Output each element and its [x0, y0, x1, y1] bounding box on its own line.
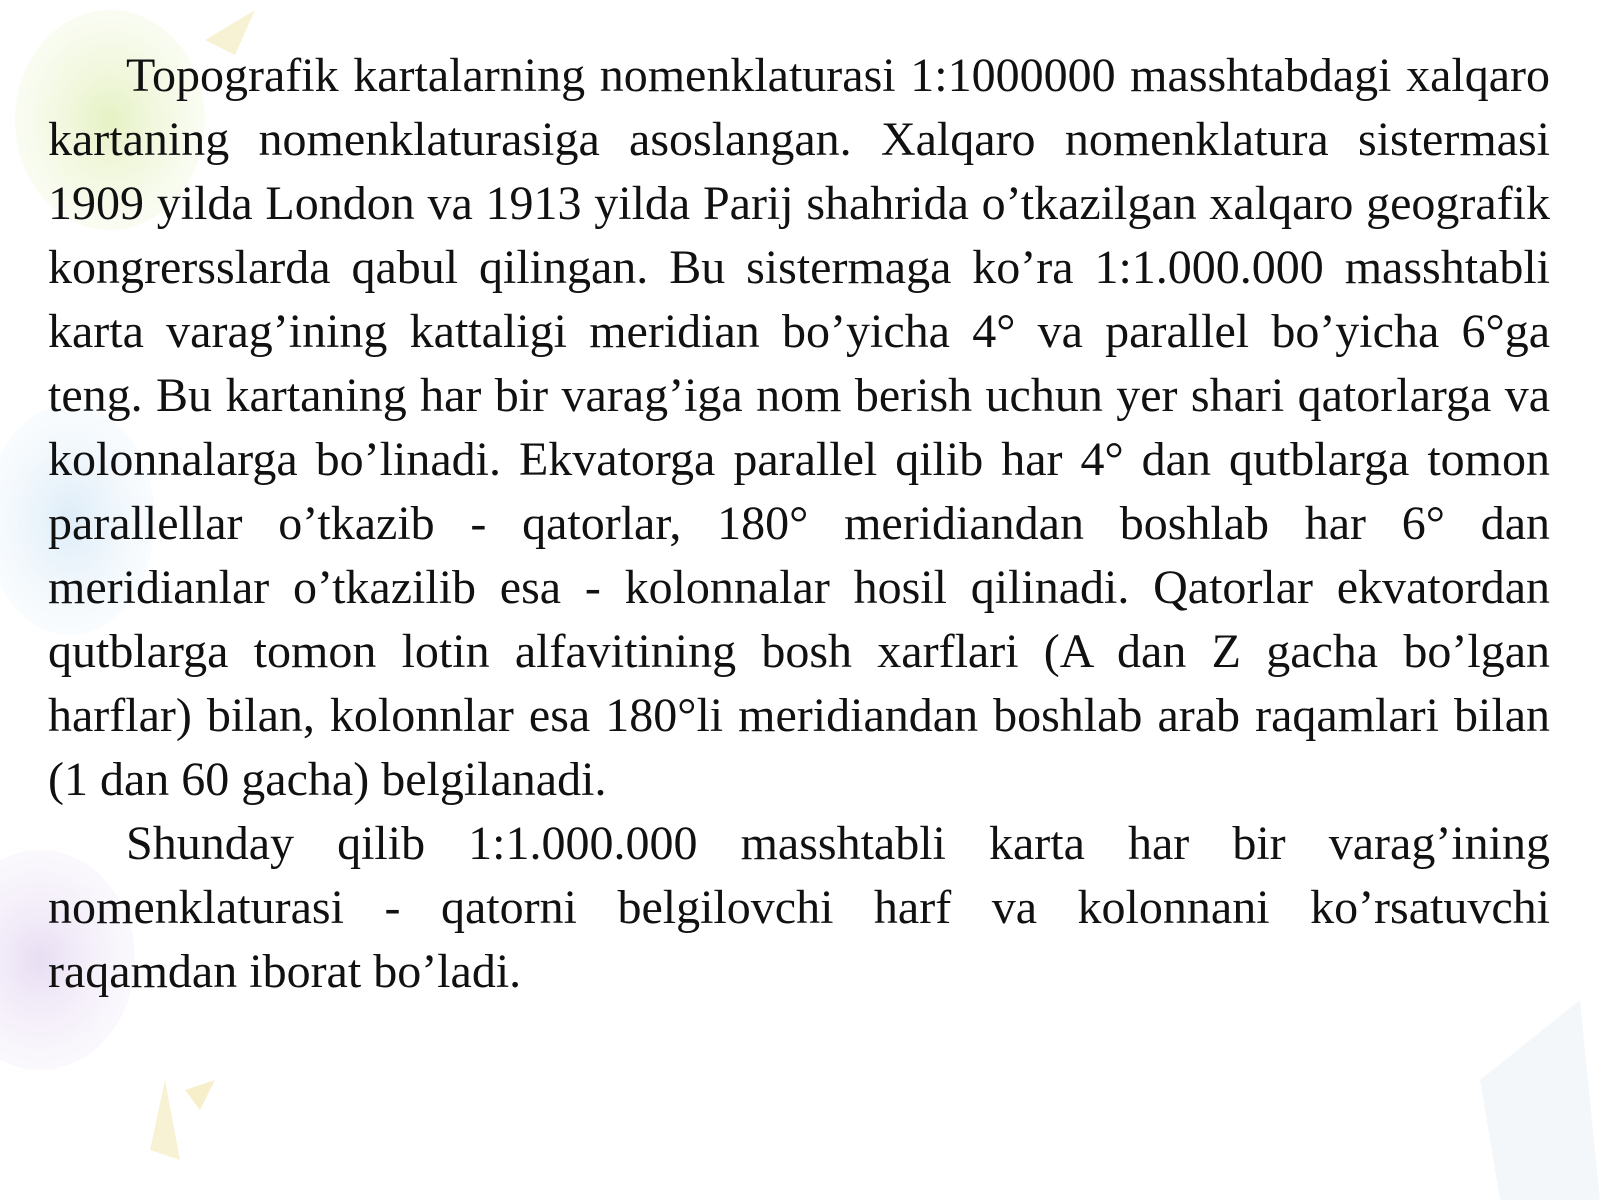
paragraph-conclusion: Shunday qilib 1:1.000.000 masshtabli karta har bir varag’ining nomenklaturasi - qatorni belgilovchi harf va kolonnani ko’rsatuvchi raqamdan iborat bo’ladi.	[48, 817, 1550, 998]
slide-body	[48, 44, 1550, 1004]
paragraph-nomenclature: Topografik kartalarning nomenklaturasi 1:1000000 masshtabdagi xalqaro kartaning nomenklaturasiga asoslangan. Xalqaro nomenklatura sistermasi 1909 yilda London va 1913 yilda Parij shahrida o’tkazilgan xalqaro geografik kongrersslarda qabul qilingan. Bu sistermaga ko’ra 1:1.000.000 masshtabli karta varag’ining kattaligi meridian bo’yicha 4° va parallel bo’yicha 6°ga teng. Bu kartaning har bir varag’iga nom berish uchun yer shari qatorlarga va kolonnalarga bo’linadi. Ekvatorga parallel qilib har 4° dan qutblarga tomon parallellar o’tkazib - qatorlar, 180° meridiandan boshlab har 6° dan meridianlar o’tkazilib esa - kolonnalar hosil qilinadi. Qatorlar ekvatordan qutblarga tomon lotin alfavitining bosh xarflari (A dan Z gacha bo’lgan harflar) bilan, kolonnlar esa 180°li meridiandan boshlab arab raqamlari bilan (1 dan 60 gacha) belgilanadi.	[48, 49, 1550, 806]
